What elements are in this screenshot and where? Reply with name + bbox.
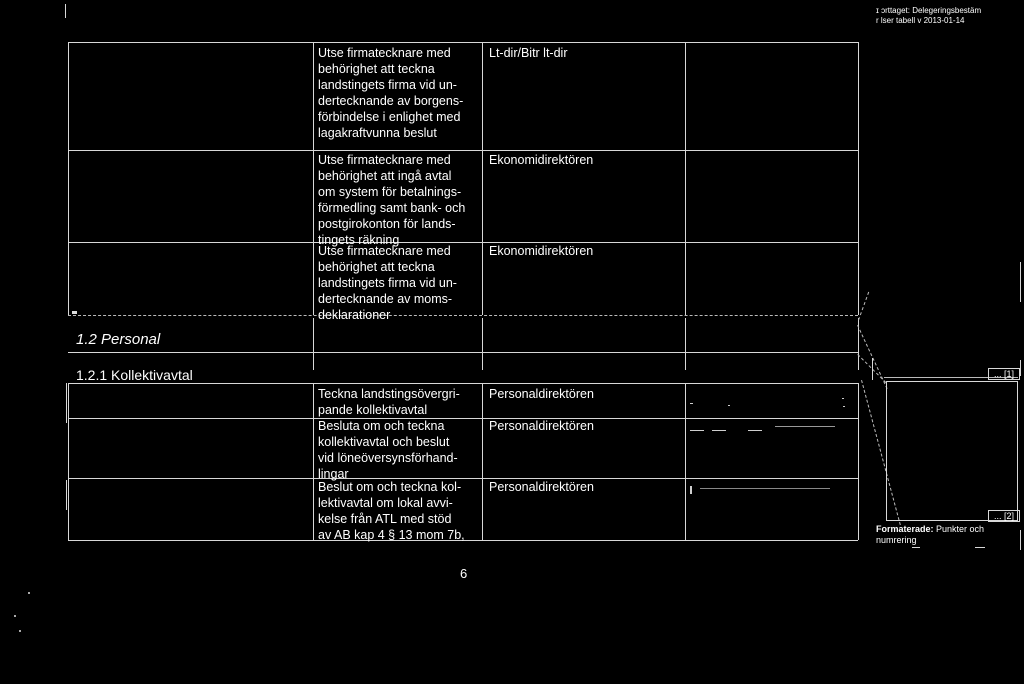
row6-task: Beslut om och teckna kol- lektivavtal om lokal avvi- kelse från ATL med stöd av AB kap 4 § 13 mom 7b, — [318, 480, 465, 542]
comment2-reference[interactable]: ... [2] — [988, 510, 1020, 522]
row5-delegate: Personaldirektören — [489, 419, 594, 433]
row5-task: Besluta om och teckna kollektivavtal och beslut vid löneöversynsförhand- lingar — [318, 419, 458, 481]
section-heading-kollektivavtal: 1.2.1 Kollektivavtal — [76, 367, 193, 383]
margin-mark — [65, 4, 66, 18]
row2-delegate: Ekonomidirektören — [489, 153, 594, 167]
comment1-reference[interactable]: ... [1] — [988, 368, 1020, 380]
comment2-label: Formaterade: — [876, 524, 934, 534]
comment2-text: Punkter och — [936, 524, 985, 534]
margin-note-header — [876, 6, 981, 26]
row3-delegate: Ekonomidirektören — [489, 244, 594, 258]
row4-task: Teckna landstingsövergri- pande kollektivavtal — [318, 387, 460, 417]
comment2-text-2: numrering — [876, 535, 917, 545]
section-heading-personal: 1.2 Personal — [76, 331, 161, 348]
row4-delegate: Personaldirektören — [489, 387, 594, 401]
margin-note-line1: ɪ ɔrttaget: Delegeringsbestäm — [876, 6, 982, 15]
row2-task: Utse firmatecknare med behörighet att ingå avtal om system för betalnings- förmedling samt bank- och postgirokonton för lands- tingets räkning — [318, 153, 466, 247]
row1-delegate: Lt-dir/Bitr lt-dir — [489, 46, 568, 60]
speck — [14, 615, 16, 617]
row3-task: Utse firmatecknare med behörighet att teckna landstingets firma vid un- dertecknande av moms- deklarationer — [318, 244, 457, 322]
comment2-box[interactable] — [876, 524, 984, 546]
comment1-box[interactable] — [886, 381, 1018, 521]
speck — [19, 630, 21, 632]
row-marker — [72, 311, 77, 314]
row6-delegate: Personaldirektören — [489, 480, 594, 494]
margin-note-line2: r lser tabell v 2013-01-14 — [876, 16, 965, 25]
row1-task: Utse firmatecknare med behörighet att teckna landstingets firma vid un- dertecknande av borgens- förbindelse i enlighet med lagakraftvunna beslut — [318, 46, 464, 140]
speck — [28, 592, 30, 594]
page-number: 6 — [460, 566, 468, 581]
